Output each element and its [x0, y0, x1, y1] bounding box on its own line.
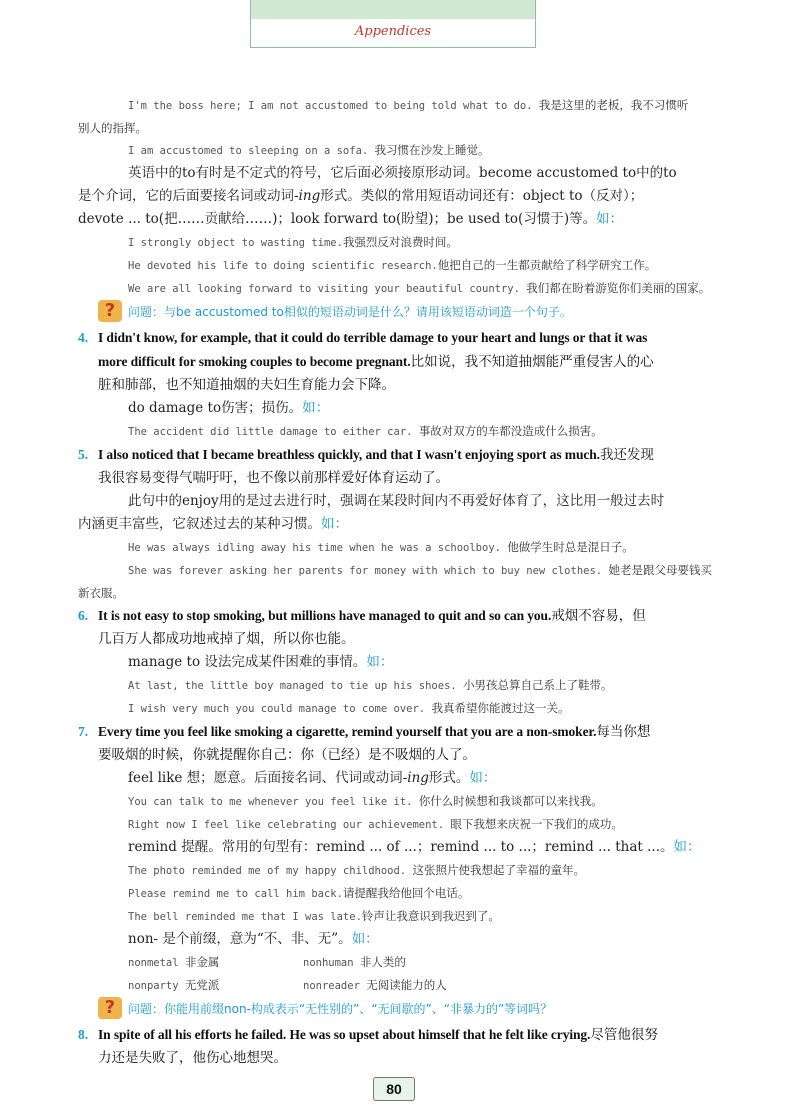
grammar-note: 是个介词，它的后面要接名词或动词-ing形式。类似的常用短语动词还有：object to（反对）；: [78, 188, 644, 204]
example-sentence: She was forever asking her parents for money with which to buy new clothes. 她老是跟父母要钱买: [128, 563, 712, 577]
word-pair-row: nonparty 无党派 nonreader 无阅读能力的人: [128, 978, 447, 992]
example-sentence: You can talk to me whenever you feel like it. 你什么时候想和我谈都可以来找我。: [128, 794, 603, 808]
example-sentence: We are all looking forward to visiting your beautiful country. 我们都在盼着游览你们美丽的国家。: [128, 281, 711, 295]
example-sentence: I am accustomed to sleeping on a sofa. 我习惯在沙发上睡觉。: [128, 143, 490, 157]
example-sentence: The accident did little damage to either car. 事故对双方的车都没造成什么损害。: [128, 424, 603, 438]
question-icon: ?: [98, 997, 122, 1019]
example-sentence: The photo reminded me of my happy childhood. 这张照片使我想起了幸福的童年。: [128, 863, 585, 877]
section-title: Appendices: [354, 24, 432, 39]
example-sentence: Please remind me to call him back.请提醒我给他回个电话。: [128, 886, 470, 900]
header-band: [251, 0, 535, 19]
example-sentence: The bell reminded me that I was late.铃声让我意识到我迟到了。: [128, 909, 500, 923]
example-sentence: I wish very much you could manage to come over. 我真希望你能渡过这一关。: [128, 701, 570, 715]
page-number: 80: [373, 1077, 415, 1101]
grammar-note: devote ... to(把……贡献给……)；look forward to(盼望)；be used to(习惯于)等。如：: [78, 211, 624, 227]
example-sentence: He devoted his life to doing scientific research.他把自己的一生都贡献给了科学研究工作。: [128, 258, 657, 272]
example-sentence: I strongly object to wasting time.我强烈反对浪费时间。: [128, 235, 458, 249]
example-sentence: Right now I feel like celebrating our achievement. 眼下我想来庆祝一下我们的成功。: [128, 817, 623, 831]
example-sentence: 新衣服。: [78, 586, 124, 600]
grammar-note: manage to 设法完成某件困难的事情。如：: [128, 654, 394, 670]
grammar-note: non- 是个前缀，意为“不、非、无”。如：: [128, 931, 379, 947]
grammar-note: 英语中的to有时是不定式的符号，它后面必须接原形动词。become accustomed to中的to: [128, 165, 677, 181]
example-sentence: At last, the little boy managed to tie up his shoes. 小男孩总算自己系上了鞋带。: [128, 678, 613, 692]
example-sentence: He was always idling away his time when he was a schoolboy. 他做学生时总是混日子。: [128, 540, 634, 554]
grammar-note: feel like 想；愿意。后面接名词、代词或动词-ing形式。如：: [128, 770, 497, 786]
text-item-8: 8. In spite of all his efforts he failed. He was so upset about himself that he felt like crying.尽管他很努 力还是失败了，他伤心地想哭。: [78, 1027, 658, 1066]
question-icon: ?: [98, 300, 122, 322]
text-item-7: 7. Every time you feel like smoking a cigarette, remind yourself that you are a non-smoker.每当你想 要吸烟的时候，你就提醒你自己：你（已经）是不吸烟的人了。: [78, 724, 651, 763]
example-sentence: 别人的指挥。: [78, 121, 147, 135]
grammar-note: do damage to伤害；损伤。如：: [128, 400, 330, 416]
grammar-note: remind 提醒。常用的句型有：remind ... of ...；remind ... to ...；remind ... that ...。如：: [128, 839, 701, 855]
grammar-note: 内涵更丰富些，它叙述过去的某种习惯。如：: [78, 516, 348, 532]
word-pair-row: nonmetal 非金属 nonhuman 非人类的: [128, 955, 406, 969]
page-content: [78, 94, 718, 1070]
example-sentence: I'm the boss here; I am not accustomed to being told what to do. 我是这里的老板，我不习惯听: [128, 98, 689, 112]
section-header: [250, 0, 536, 48]
question-box: ? 问题：与be accustomed to相似的短语动词是什么？请用该短语动词造一个句子。: [78, 300, 718, 326]
text-item-5: 5. I also noticed that I became breathless quickly, and that I wasn't enjoying sport as much.我还发现 我很容易变得气喘吁吁，也不像以前那样爱好体育运动了。: [78, 447, 654, 486]
grammar-note: 此句中的enjoy用的是过去进行时，强调在某段时间内不再爱好体育了，这比用一般过去时: [128, 493, 665, 509]
text-item-6: 6. It is not easy to stop smoking, but millions have managed to quit and so can you.戒烟不容易，但 几百万人都成功地戒掉了烟，所以你也能。: [78, 608, 646, 647]
question-box: ? 问题：你能用前缀non-构成表示“无性别的”、“无间歇的”、“非暴力的”等词吗？: [78, 997, 718, 1023]
text-item-4: 4. I didn't know, for example, that it could do terrible damage to your heart and lungs or that it was more difficult for smoking couples to become pregnant.比如说，我不知道抽烟能严重侵害人的心 脏和肺部，也不知道抽烟的夫妇生育能力会下降。: [78, 330, 654, 393]
